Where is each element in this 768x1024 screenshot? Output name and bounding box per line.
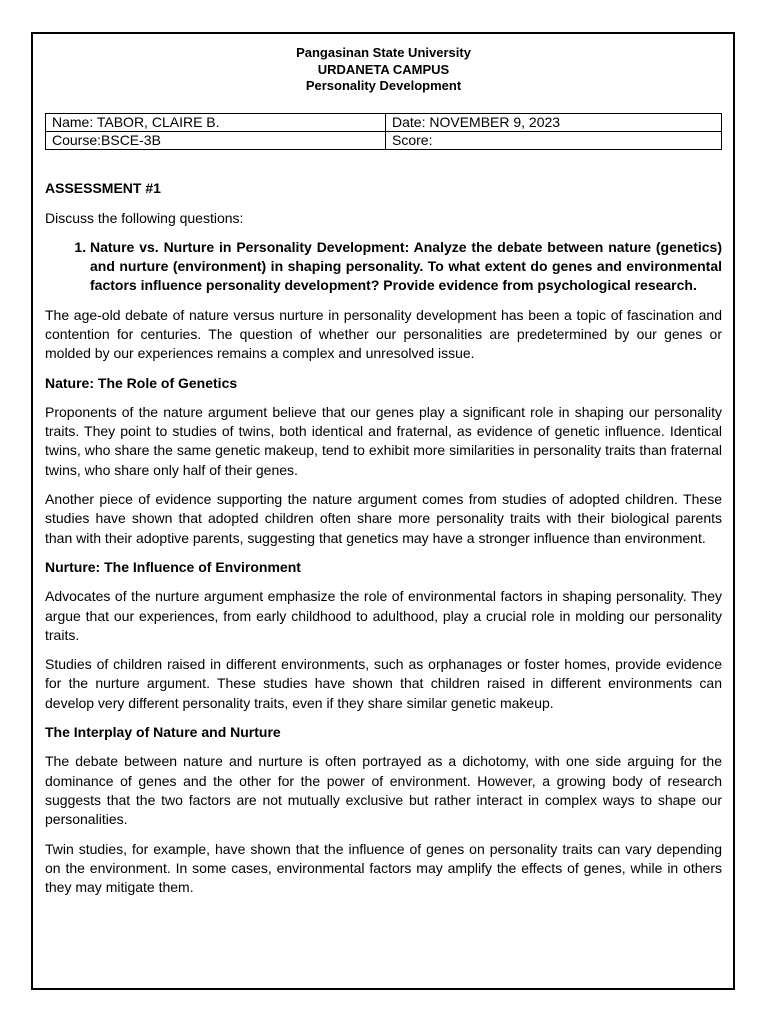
nurture-paragraph-1: Advocates of the nurture argument emphasize the role of environmental factors in shaping personality. They argue that our experiences, from early childhood to adulthood, play a crucial role in molding our personality traits.: [45, 588, 722, 643]
instruction-text: Discuss the following questions:: [45, 209, 244, 226]
section-heading-interplay: The Interplay of Nature and Nurture: [45, 724, 281, 741]
info-row: [46, 113, 722, 131]
nature-paragraph-2: Another piece of evidence supporting the nature argument comes from studies of adopted children. These studies have shown that adopted children often share more personality traits with their biological parents than with their adoptive parents, suggesting that genetics may have a stronger influence than environment.: [45, 491, 722, 546]
student-info-table: [45, 113, 722, 150]
interplay-paragraph-1: The debate between nature and nurture is often portrayed as a dichotomy, with one side arguing for the dominance of genes and the other for the power of environment. However, a growing body of research suggests that the two factors are not mutually exclusive but rather interact in complex ways to shape our personalities.: [45, 753, 722, 828]
document-header: [45, 45, 722, 95]
campus-name: URDANETA CAMPUS: [317, 61, 450, 77]
subject-name: Personality Development: [305, 78, 462, 93]
document-content: [45, 45, 722, 897]
question-list: [45, 238, 722, 296]
intro-paragraph: The age-old debate of nature versus nurture in personality development has been a topic of fascination and contention for centuries. The question of whether our personalities are predetermined by our genes or molded by our experiences remains a complex and unresolved issue.: [45, 306, 722, 362]
section-heading-nature: Nature: The Role of Genetics: [45, 374, 238, 391]
date-cell: Date: NOVEMBER 9, 2023: [386, 113, 722, 131]
nurture-paragraph-2: Studies of children raised in different environments, such as orphanages or foster homes, provide evidence for the nurture argument. These studies have shown that children raised in different environments can develop very different personality traits, even if they share similar genetic makeup.: [45, 656, 722, 711]
course-cell: Course:BSCE-3B: [46, 131, 386, 149]
info-row: [46, 131, 722, 149]
score-cell: Score:: [386, 131, 722, 149]
question-item: 1. Nature vs. Nurture in Personality Development: Analyze the debate between nature (genetics) and nurture (environment) in shaping personality. To what extent do genes and environmental factors influence personality development? Provide evidence from psychological research.: [90, 238, 722, 296]
assessment-title: ASSESSMENT #1: [45, 179, 161, 196]
section-heading-nurture: Nurture: The Influence of Environment: [45, 558, 301, 575]
name-cell: Name: TABOR, CLAIRE B.: [46, 113, 386, 131]
university-name: Pangasinan State University: [296, 45, 471, 60]
interplay-paragraph-2: Twin studies, for example, have shown that the influence of genes on personality traits can vary depending on the environment. In some cases, environmental factors may amplify the effects of genes, while in others they may mitigate them.: [45, 840, 722, 896]
nature-paragraph-1: Proponents of the nature argument believe that our genes play a significant role in shaping our personality traits. They point to studies of twins, both identical and fraternal, as evidence of genetic influence. Identical twins, who share the same genetic makeup, tend to exhibit more similarities in personality traits than fraternal twins, who share only half of their genes.: [45, 403, 722, 478]
